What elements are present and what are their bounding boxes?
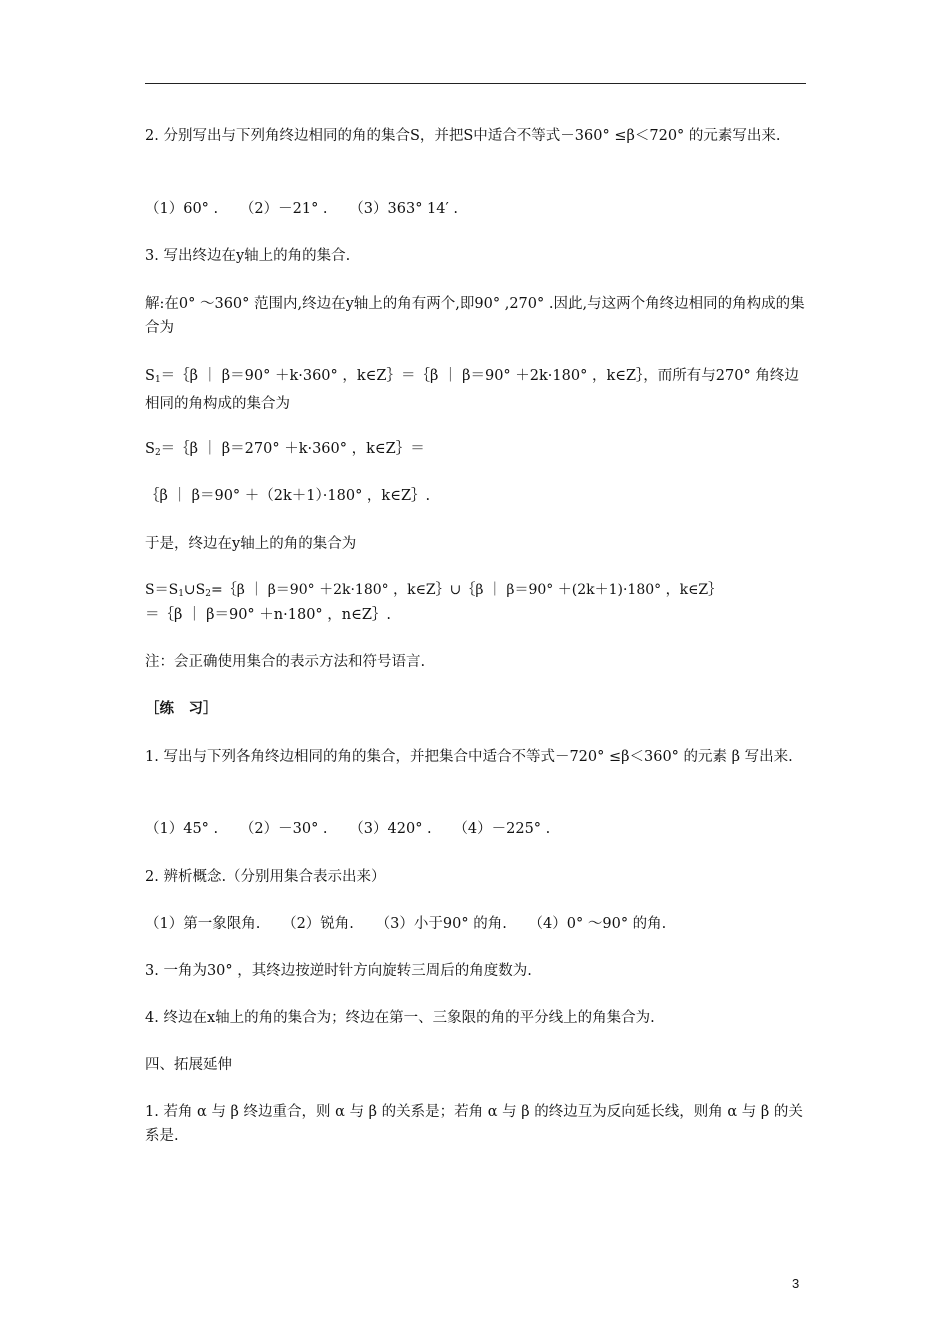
union-result: ＝｛β ｜ β＝90° ＋n·180° ，n∈Z｝. xyxy=(145,607,392,623)
practice-1-items: （1）45° . （2）－30° . （3）420° . （4）－225° . xyxy=(145,821,551,837)
practice-2: 2. 辨析概念.（分别用集合表示出来） xyxy=(145,869,386,885)
s2-definition: ＝｛β ｜ β＝270° ＋k·360° ，k∈Z｝＝ xyxy=(160,441,425,457)
note: 注：会正确使用集合的表示方法和符号语言. xyxy=(145,654,426,670)
union-line xyxy=(145,578,810,606)
therefore-line: 于是，终边在y轴上的角的集合为 xyxy=(145,536,357,552)
page-number: 3 xyxy=(792,1276,800,1291)
question-3: 3. 写出终边在y轴上的角的集合. xyxy=(145,248,351,264)
union-subscript-1: 1 xyxy=(178,589,184,599)
s2-subscript: 2 xyxy=(154,448,161,458)
s1-definition: ＝｛β ｜ β＝90° ＋k·360° ，k∈Z｝＝｛β ｜ β＝90° ＋2k·180° ，k∈Z｝，而所有与270° 角终边相同的角构成的集合为 xyxy=(145,368,799,412)
union-start: S＝S xyxy=(145,582,179,598)
practice-3: 3. 一角为30° ，其终边按逆时针方向旋转三周后的角度数为. xyxy=(145,963,532,979)
question-2-items: （1）60° . （2）－21° . （3）363° 14′ . xyxy=(145,201,459,217)
s1-subscript: 1 xyxy=(154,375,161,385)
extension-1: 1. 若角 α 与 β 终边重合，则 α 与 β 的关系是；若角 α 与 β 的终边互为反向延长线，则角 α 与 β 的关系是. xyxy=(145,1104,803,1144)
practice-4: 4. 终边在x轴上的角的集合为；终边在第一、三象限的角的平分线上的角集合为. xyxy=(145,1010,655,1026)
set-s2-continuation: ｛β ｜ β＝90° ＋（2k＋1）·180° ，k∈Z｝. xyxy=(145,488,431,504)
question-2: 2. 分别写出与下列角终边相同的角的集合S，并把S中适合不等式－360° ≤β＜720° 的元素写出来. xyxy=(145,128,781,144)
s2-label: S xyxy=(145,441,155,457)
practice-1: 1. 写出与下列各角终边相同的角的集合，并把集合中适合不等式－720° ≤β＜360° 的元素 β 写出来. xyxy=(145,749,793,765)
practice-heading: ［练 习］ xyxy=(145,700,218,717)
union-middle: ∪S xyxy=(183,582,206,598)
union-expression: =｛β ｜ β＝90° ＋2k·180° ，k∈Z｝∪｛β ｜ β＝90° ＋(2k＋1)·180° ，k∈Z｝ xyxy=(210,582,723,598)
section-4-heading: 四、拓展延伸 xyxy=(145,1057,232,1073)
set-s2-line xyxy=(145,437,810,465)
union-subscript-2: 2 xyxy=(205,589,211,599)
s1-label: S xyxy=(145,368,155,384)
header-rule xyxy=(145,83,806,84)
practice-2-items: （1）第一象限角. （2）锐角. （3）小于90° 的角. （4）0° ～90° 的角. xyxy=(145,916,667,932)
solution-intro: 解:在0° ～360° 范围内,终边在y轴上的角有两个,即90° ,270° .因此,与这两个角终边相同的角构成的集合为 xyxy=(145,296,805,336)
set-s1-line xyxy=(145,364,810,416)
